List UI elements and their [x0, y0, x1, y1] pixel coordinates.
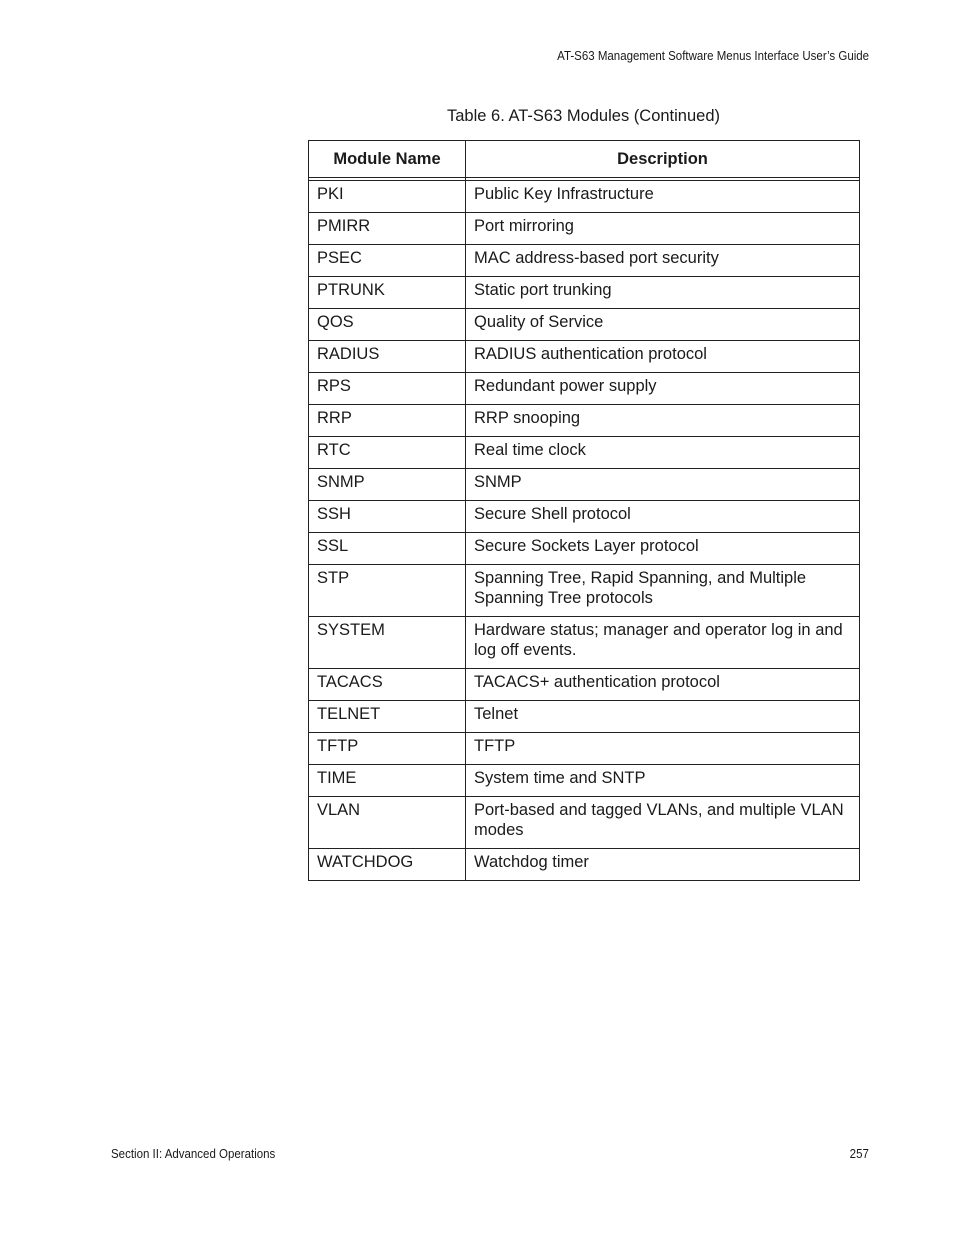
table-row	[309, 733, 860, 765]
description-cell: RRP snooping	[466, 405, 860, 437]
module-name-cell: SYSTEM	[309, 617, 466, 669]
module-name-cell: RADIUS	[309, 341, 466, 373]
table-row	[309, 277, 860, 309]
module-name-cell: VLAN	[309, 797, 466, 849]
column-header-module-name: Module Name	[309, 141, 466, 178]
table-row	[309, 245, 860, 277]
modules-table	[308, 140, 860, 881]
table-row	[309, 309, 860, 341]
module-name-cell: SSH	[309, 501, 466, 533]
module-name-cell: STP	[309, 565, 466, 617]
description-cell: Real time clock	[466, 437, 860, 469]
column-header-description: Description	[466, 141, 860, 178]
module-name-cell: PTRUNK	[309, 277, 466, 309]
footer-page-number: 257	[849, 1147, 869, 1161]
description-cell: Public Key Infrastructure	[466, 181, 860, 213]
description-cell: MAC address-based port security	[466, 245, 860, 277]
description-cell: SNMP	[466, 469, 860, 501]
running-header: AT-S63 Management Software Menus Interface User’s Guide	[557, 49, 869, 63]
table-row	[309, 669, 860, 701]
module-name-cell: PMIRR	[309, 213, 466, 245]
table-row	[309, 533, 860, 565]
table-row	[309, 181, 860, 213]
description-cell: Secure Shell protocol	[466, 501, 860, 533]
description-cell: Static port trunking	[466, 277, 860, 309]
table-row	[309, 501, 860, 533]
module-name-cell: SNMP	[309, 469, 466, 501]
table-row	[309, 373, 860, 405]
description-cell: Spanning Tree, Rapid Spanning, and Multiple Spanning Tree protocols	[466, 565, 860, 617]
module-name-cell: TFTP	[309, 733, 466, 765]
description-cell: TFTP	[466, 733, 860, 765]
table-row	[309, 797, 860, 849]
description-cell: Port-based and tagged VLANs, and multiple VLAN modes	[466, 797, 860, 849]
module-name-cell: SSL	[309, 533, 466, 565]
table-row	[309, 437, 860, 469]
description-cell: System time and SNTP	[466, 765, 860, 797]
module-name-cell: RPS	[309, 373, 466, 405]
module-name-cell: TELNET	[309, 701, 466, 733]
table-row	[309, 849, 860, 881]
description-cell: TACACS+ authentication protocol	[466, 669, 860, 701]
module-name-cell: WATCHDOG	[309, 849, 466, 881]
description-cell: Hardware status; manager and operator log in and log off events.	[466, 617, 860, 669]
module-name-cell: PKI	[309, 181, 466, 213]
description-cell: RADIUS authentication protocol	[466, 341, 860, 373]
module-name-cell: PSEC	[309, 245, 466, 277]
footer-section-title: Section II: Advanced Operations	[111, 1147, 276, 1161]
table-header-row	[309, 141, 860, 178]
table-row	[309, 213, 860, 245]
description-cell: Redundant power supply	[466, 373, 860, 405]
description-cell: Telnet	[466, 701, 860, 733]
description-cell: Port mirroring	[466, 213, 860, 245]
module-name-cell: RTC	[309, 437, 466, 469]
module-name-cell: TIME	[309, 765, 466, 797]
table-row	[309, 617, 860, 669]
table-row	[309, 565, 860, 617]
module-name-cell: QOS	[309, 309, 466, 341]
module-name-cell: RRP	[309, 405, 466, 437]
description-cell: Watchdog timer	[466, 849, 860, 881]
table-caption: Table 6. AT-S63 Modules (Continued)	[446, 107, 720, 125]
table-row	[309, 341, 860, 373]
description-cell: Quality of Service	[466, 309, 860, 341]
module-name-cell: TACACS	[309, 669, 466, 701]
table-row	[309, 765, 860, 797]
description-cell: Secure Sockets Layer protocol	[466, 533, 860, 565]
table-row	[309, 469, 860, 501]
table-row	[309, 405, 860, 437]
table-row	[309, 701, 860, 733]
